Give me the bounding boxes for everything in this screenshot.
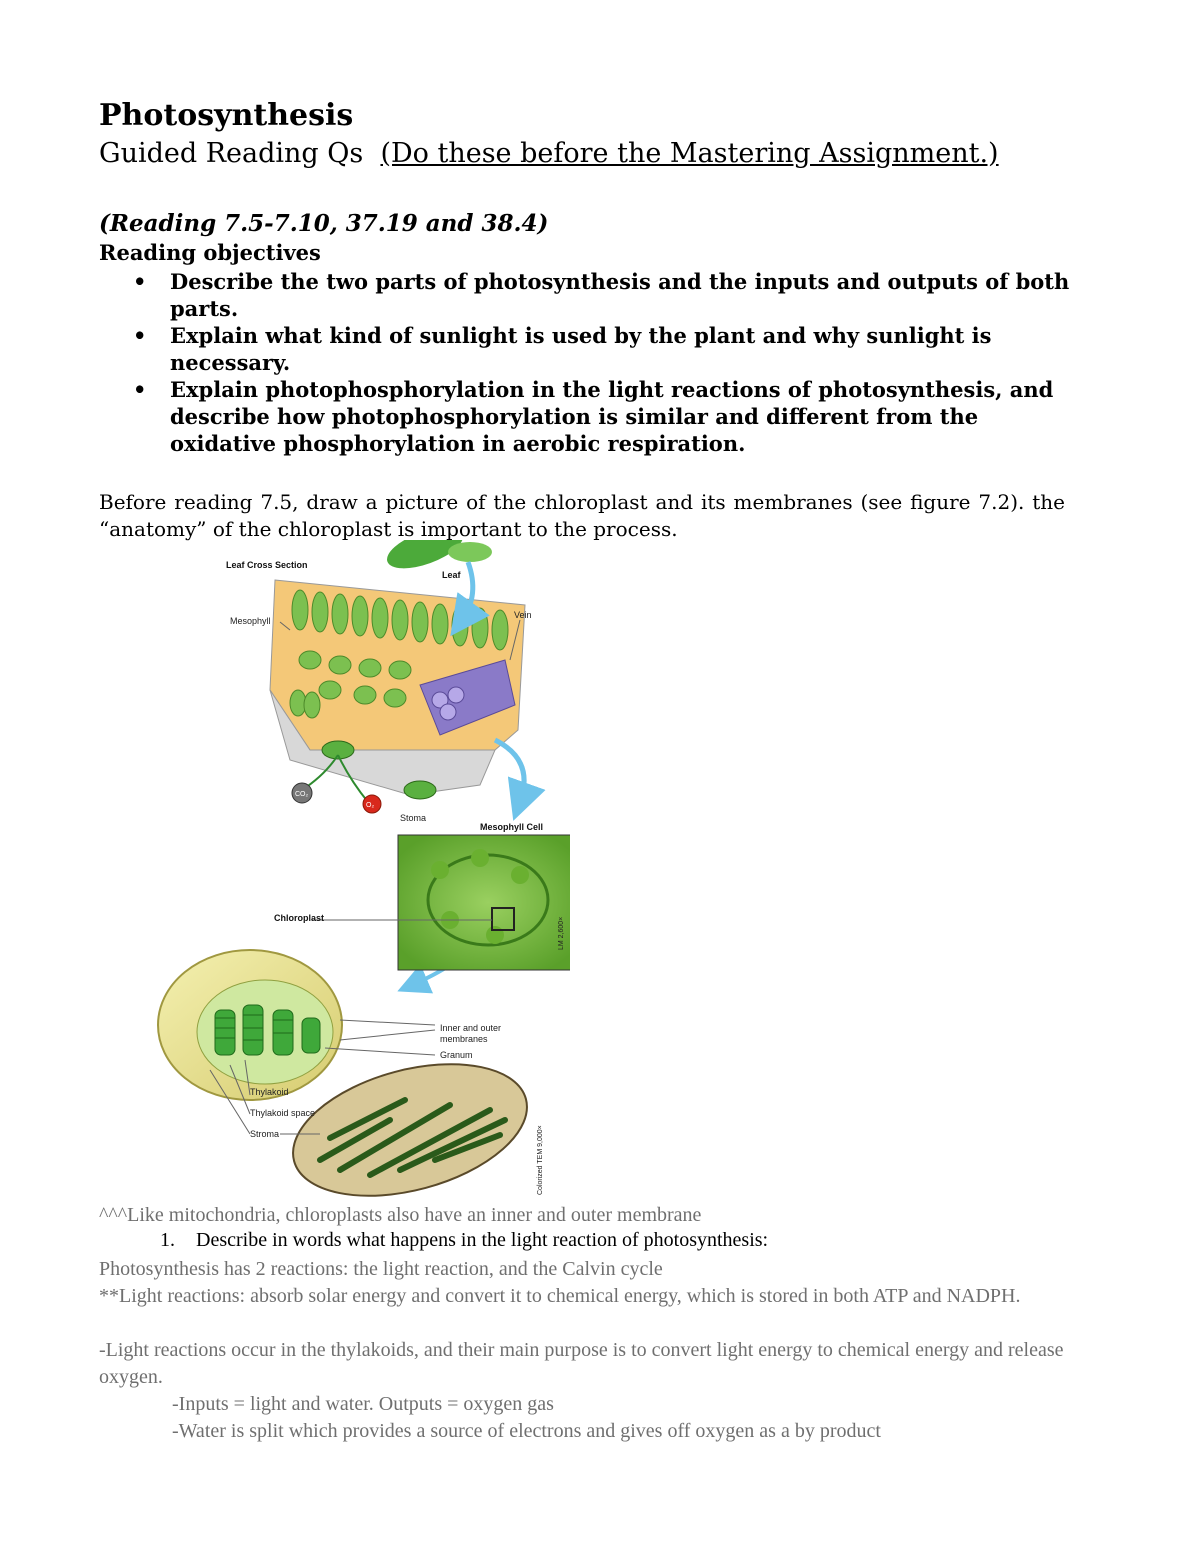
mesophyll-cell-micrograph (398, 835, 570, 970)
subtitle-instruction: (Do these before the Mastering Assignment.) (380, 138, 999, 169)
chloroplast-figure (150, 540, 570, 1200)
label-mesophyll: Mesophyll (230, 616, 271, 626)
objective-text: Explain what kind of sunlight is used by the plant and why sunlight is necessary. (170, 323, 992, 375)
question-number: 1. (160, 1229, 175, 1251)
question-1 (160, 1229, 768, 1252)
objectives-list (130, 268, 1090, 457)
label-membranes: membranes (440, 1034, 488, 1044)
objective-text: Explain photophosphorylation in the light reactions of photosynthesis, and describe how photophosphorylation is similar and different from the oxidative phosphorylation in aerobic respiration. (170, 377, 1054, 456)
intro-paragraph: Before reading 7.5, draw a picture of the chloroplast and its membranes (see figure 7.2). the “anatomy” of the chloroplast is important to the process. (99, 490, 1065, 541)
objective-item (130, 322, 1090, 376)
document-title: Photosynthesis (99, 98, 354, 133)
objectives-heading: Reading objectives (99, 240, 321, 265)
answer-line: **Light reactions: absorb solar energy and convert it to chemical energy, which is stored in both ATP and NADPH. (99, 1285, 1021, 1307)
label-stoma: Stoma (400, 813, 427, 823)
reading-reference: (Reading 7.5-7.10, 37.19 and 38.4) (99, 210, 549, 237)
chloroplast-3d-model (158, 950, 342, 1100)
label-tem-magnification: Colorized TEM 9,000× (537, 1125, 544, 1195)
label-chloroplast: Chloroplast (274, 913, 325, 923)
label-leaf: Leaf (442, 570, 461, 580)
objective-item (130, 268, 1090, 322)
leaf-icon (382, 540, 492, 577)
label-o2: O₂ (366, 802, 375, 809)
label-inner-outer: Inner and outer (440, 1023, 502, 1033)
label-granum: Granum (440, 1050, 473, 1060)
label-stroma: Stroma (250, 1129, 280, 1139)
answer-line: -Water is split which provides a source of electrons and gives off oxygen as a by product (172, 1420, 881, 1442)
subtitle-text: Guided Reading Qs (99, 138, 364, 169)
bullet-icon: • (133, 323, 147, 348)
bullet-icon: • (133, 269, 147, 294)
label-thylakoid-space: Thylakoid space (250, 1108, 316, 1118)
answer-line: -Light reactions occur in the thylakoids, and their main purpose is to convert light energy to chemical energy and release oxygen. (99, 1339, 1064, 1388)
arrow-icon (495, 740, 524, 802)
answer-line: Photosynthesis has 2 reactions: the light reaction, and the Calvin cycle (99, 1258, 663, 1280)
label-co2: CO₂ (295, 791, 309, 798)
bullet-icon: • (133, 377, 147, 402)
figure-caption: ^^^Like mitochondria, chloroplasts also have an inner and outer membrane (99, 1204, 702, 1226)
objective-text: Describe the two parts of photosynthesis and the inputs and outputs of both parts. (170, 269, 1070, 321)
label-mesophyll-cell: Mesophyll Cell (480, 822, 544, 832)
question-text: Describe in words what happens in the light reaction of photosynthesis: (196, 1229, 769, 1251)
answer-line: -Inputs = light and water. Outputs = oxygen gas (172, 1393, 554, 1415)
label-lm-magnification: LM 2,600× (558, 916, 565, 950)
label-vein: Vein (514, 610, 532, 620)
label-thylakoid: Thylakoid (250, 1087, 289, 1097)
label-leaf-cross-section: Leaf Cross Section (226, 560, 308, 570)
leaf-cross-section (270, 580, 525, 813)
objective-item (130, 376, 1090, 457)
document-subtitle (99, 136, 999, 172)
